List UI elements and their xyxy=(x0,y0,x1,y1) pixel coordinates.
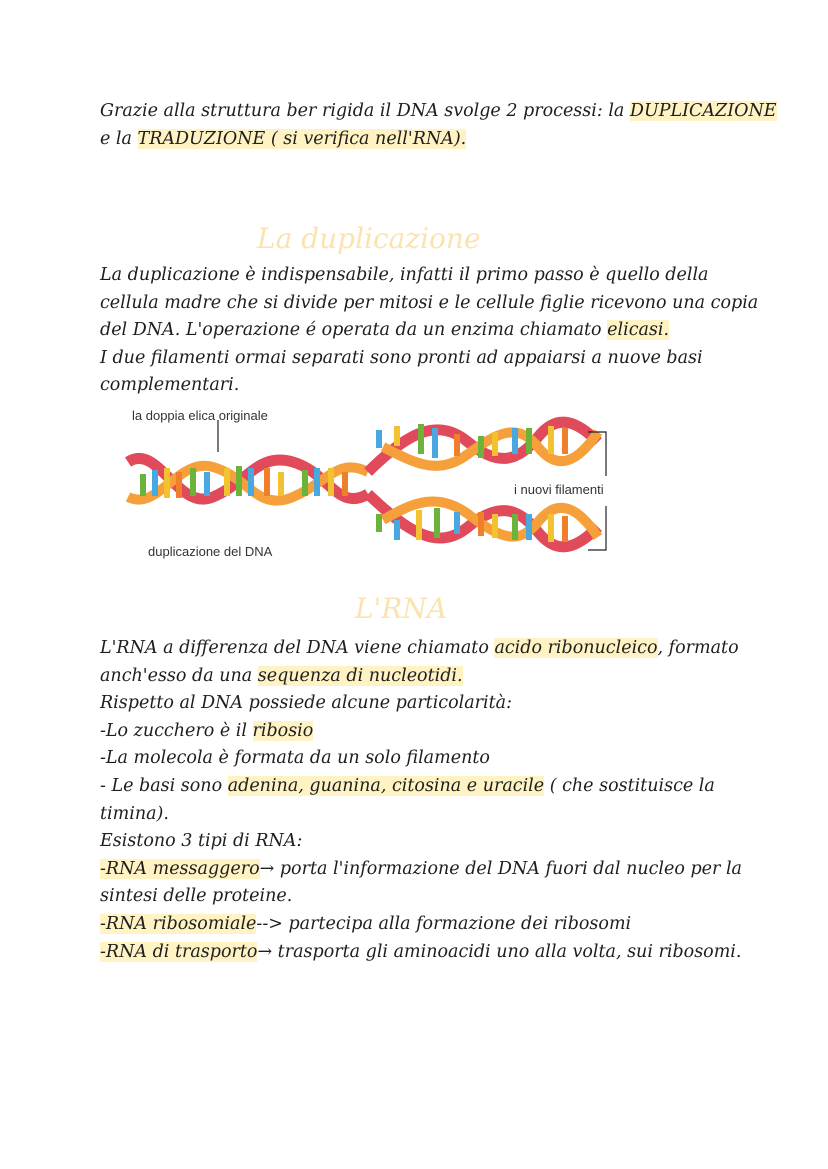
dup-line-3 xyxy=(100,317,740,345)
intro-line-2 xyxy=(100,126,740,154)
highlight-rna-messaggero: -RNA messaggero xyxy=(100,858,260,879)
heading-rna: L'RNA xyxy=(355,592,448,625)
rna-line-1 xyxy=(100,635,740,663)
rna-line-4 xyxy=(100,718,740,746)
rna-line-2 xyxy=(100,663,740,691)
intro-paragraph xyxy=(100,98,777,153)
rna-line-7: timina). xyxy=(100,803,169,824)
label-new-strands: i nuovi filamenti xyxy=(514,482,604,497)
rna-line-6 xyxy=(100,773,740,801)
rna-paragraph xyxy=(100,635,740,966)
highlight-acido-ribonucleico: acido ribonucleico xyxy=(494,638,658,658)
label-duplication: duplicazione del DNA xyxy=(148,544,273,559)
label-original: la doppia elica originale xyxy=(132,408,268,423)
dup-line-1: La duplicazione è indispensabile, infatti il primo passo è quello della xyxy=(100,265,709,285)
rna-line-8: Esistono 3 tipi di RNA: xyxy=(100,831,303,852)
rna-text: --> partecipa alla formazione dei ribosomi xyxy=(256,913,632,934)
rna-line-11 xyxy=(100,911,740,939)
intro-line-1 xyxy=(100,98,777,126)
intro-text: e la xyxy=(100,128,138,149)
rna-line-5: -La molecola è formata da un solo filamento xyxy=(100,748,490,769)
rna-text: - Le basi sono xyxy=(100,775,228,796)
highlight-duplicazione: DUPLICAZIONE xyxy=(629,101,777,121)
rna-line-12 xyxy=(100,939,740,967)
dup-text: del DNA. L'operazione é operata da un enzima chiamato xyxy=(100,320,608,341)
highlight-sequenza: sequenza di nucleotidi. xyxy=(257,665,463,686)
intro-text: Grazie alla struttura ber rigida il DNA svolge 2 processi: la xyxy=(100,101,630,121)
highlight-traduzione: TRADUZIONE ( si verifica nell'RNA). xyxy=(137,128,467,149)
dup-line-4: I due filamenti ormai separati sono pronti ad appaiarsi a nuove basi xyxy=(100,347,703,368)
highlight-basi: adenina, guanina, citosina e uracile xyxy=(227,775,545,796)
dup-line-5: complementari. xyxy=(100,375,240,396)
rna-line-10: sintesi delle proteine. xyxy=(100,886,293,907)
dna-duplication-figure xyxy=(118,402,648,574)
duplicazione-paragraph xyxy=(100,262,759,400)
highlight-rna-ribosomiale: -RNA ribosomiale xyxy=(100,913,257,934)
highlight-elicasi: elicasi. xyxy=(607,320,670,341)
rna-text: ( che sostituisce la xyxy=(544,775,715,796)
rna-text: , formato xyxy=(657,638,739,658)
rna-text: → porta l'informazione del DNA fuori dal nucleo per la xyxy=(259,858,742,879)
rna-line-9 xyxy=(100,856,740,884)
rna-text: → trasporta gli aminoacidi uno alla volta, sui ribosomi. xyxy=(257,941,742,962)
rna-text: L'RNA a differenza del DNA viene chiamato xyxy=(100,638,495,658)
rna-text: -Lo zucchero è il xyxy=(100,720,253,741)
dup-line-2: cellula madre che si divide per mitosi e le cellule figlie ricevono una copia xyxy=(100,292,759,313)
rna-line-3: Rispetto al DNA possiede alcune particolarità: xyxy=(100,693,513,714)
highlight-ribosio: ribosio xyxy=(252,720,314,741)
heading-duplicazione: La duplicazione xyxy=(257,222,481,255)
rna-text: anch'esso da una xyxy=(100,665,258,686)
highlight-rna-trasporto: -RNA di trasporto xyxy=(100,941,258,962)
